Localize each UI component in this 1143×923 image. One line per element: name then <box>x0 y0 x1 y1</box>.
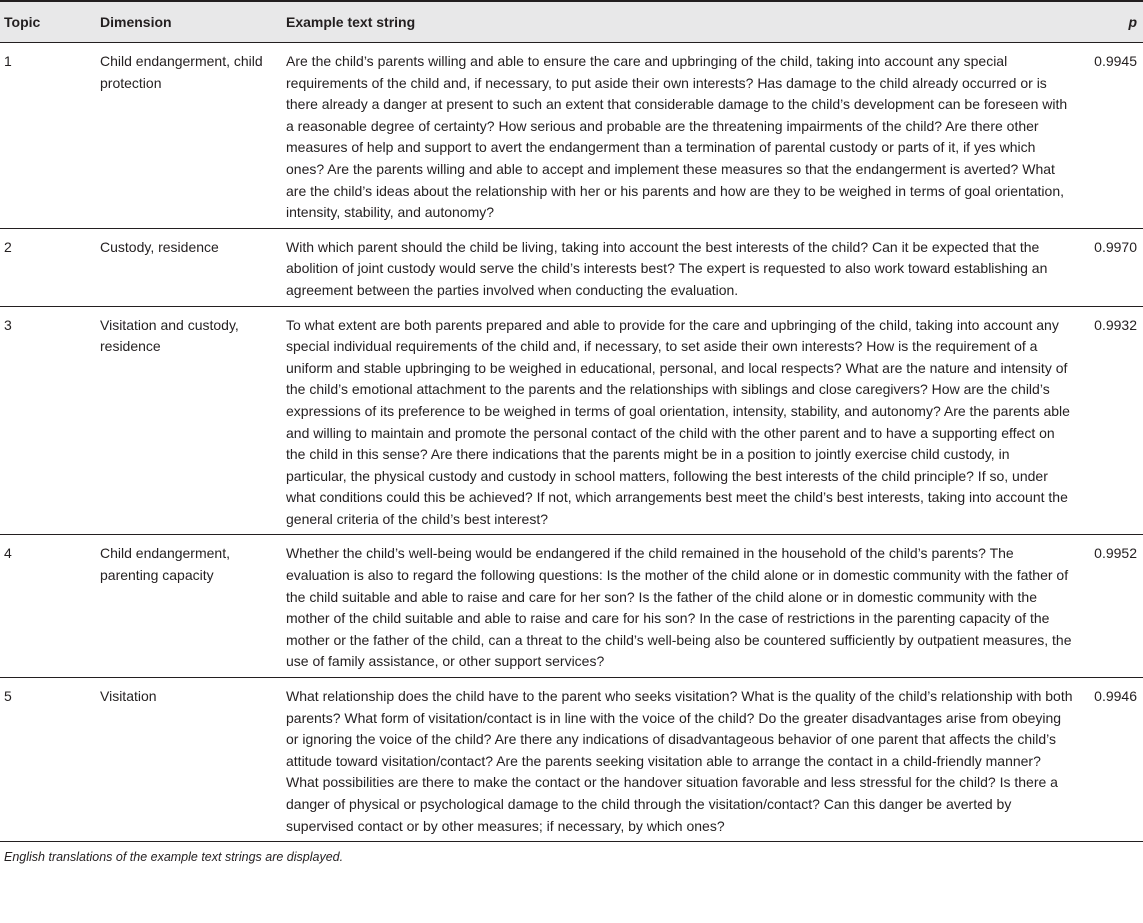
cell-example-text: What relationship does the child have to the parent who seeks visitation? What is the quality of the child’s relationship with both parents? What form of visitation/contact is in line with the voice of the child? Do the greater disadvantages arise from obeying or ignoring the voice of the child? Are there any indications of disadvantageous behavior of one parent that affects the child’s attitude toward visitation/contact? Are the parents seeking visitation able to arrange the contact in a child-friendly manner? What possibilities are there to make the contact or the handover situation favorable and less stressful for the child? Is there a danger of physical or psychological damage to the child through the visitation/contact? Can this danger be averted by supervised contact or by other measures; if necessary, by which ones? <box>284 678 1077 842</box>
header-example-text: Example text string <box>284 1 1077 43</box>
table-body <box>0 43 1143 842</box>
cell-dimension: Child endangerment, parenting capacity <box>98 535 284 678</box>
table-row <box>0 43 1143 229</box>
header-topic: Topic <box>0 1 98 43</box>
cell-example-text: To what extent are both parents prepared and able to provide for the care and upbringing of the child, taking into account any special individual requirements of the child and, if necessary, to set aside their own interests? How is the requirement of a uniform and stable upbringing to be weighed in educational, personal, and local respects? What are the nature and intensity of the child’s emotional attachment to the parents and the relationships with siblings and close caregivers? How are the child’s expressions of its preference to be weighed in terms of goal orientation, intensity, stability, and autonomy? Are the parents able and willing to maintain and promote the personal contact of the child with the other parent and to have a supporting effect on the child in this sense? Are there indications that the parents might be in a position to jointly exercise child custody, in particular, the physical custody and custody in school matters, following the best interests of the child principle? If so, under what conditions could this be achieved? If not, which arrangements best meet the child’s best interests, taking into account the general criteria of the child’s best interest? <box>284 306 1077 535</box>
table-header <box>0 1 1143 43</box>
cell-topic: 5 <box>0 678 98 842</box>
table-row <box>0 228 1143 306</box>
cell-example-text: Whether the child’s well-being would be endangered if the child remained in the household of the child’s parents? The evaluation is also to regard the following questions: Is the mother of the child alone or in domestic community with the father of the child suitable and able to raise and care for her son? Is the father of the child alone or in domestic community with the mother of the child suitable and able to raise and care for his son? In the case of restrictions in the parenting capacity of the mother or the father of the child, can a threat to the child’s well-being also be countered sufficiently by outpatient measures, the use of family assistance, or other support services? <box>284 535 1077 678</box>
table-footnote: English translations of the example text strings are displayed. <box>4 850 344 865</box>
header-p: p <box>1077 1 1143 43</box>
cell-example-text: With which parent should the child be living, taking into account the best interests of the child? Can it be expected that the abolition of joint custody would serve the child’s interests best? The expert is requested to also work toward establishing an agreement between the parties involved when conducting the evaluation. <box>284 228 1077 306</box>
cell-dimension: Visitation <box>98 678 284 842</box>
cell-p: 0.9932 <box>1077 306 1143 535</box>
cell-p: 0.9970 <box>1077 228 1143 306</box>
cell-topic: 1 <box>0 43 98 229</box>
cell-dimension: Custody, residence <box>98 228 284 306</box>
header-dimension: Dimension <box>98 1 284 43</box>
table-row <box>0 678 1143 842</box>
cell-p: 0.9945 <box>1077 43 1143 229</box>
cell-example-text: Are the child’s parents willing and able to ensure the care and upbringing of the child, taking into account any special requirements of the child and, if necessary, to put aside their own interests? Has damage to the child already occurred or is there already a danger at present to such an extent that considerable damage to the child’s development can be foreseen with a reasonable degree of certainty? How serious and probable are the threatening impairments of the child? Are there other measures of help and support to avert the endangerment than a termination of parental custody or parts of it, if yes which ones? Are the parents willing and able to accept and implement these measures so that the endangerment is averted? What are the child’s ideas about the relationship with her or his parents and how are they to be weighed in terms of goal orientation, intensity, stability, and autonomy? <box>284 43 1077 229</box>
cell-p: 0.9946 <box>1077 678 1143 842</box>
cell-dimension: Visitation and custody, residence <box>98 306 284 535</box>
cell-topic: 3 <box>0 306 98 535</box>
cell-topic: 4 <box>0 535 98 678</box>
cell-topic: 2 <box>0 228 98 306</box>
table-row <box>0 535 1143 678</box>
cell-p: 0.9952 <box>1077 535 1143 678</box>
cell-dimension: Child endangerment, child protection <box>98 43 284 229</box>
table-row <box>0 306 1143 535</box>
header-row <box>0 1 1143 43</box>
